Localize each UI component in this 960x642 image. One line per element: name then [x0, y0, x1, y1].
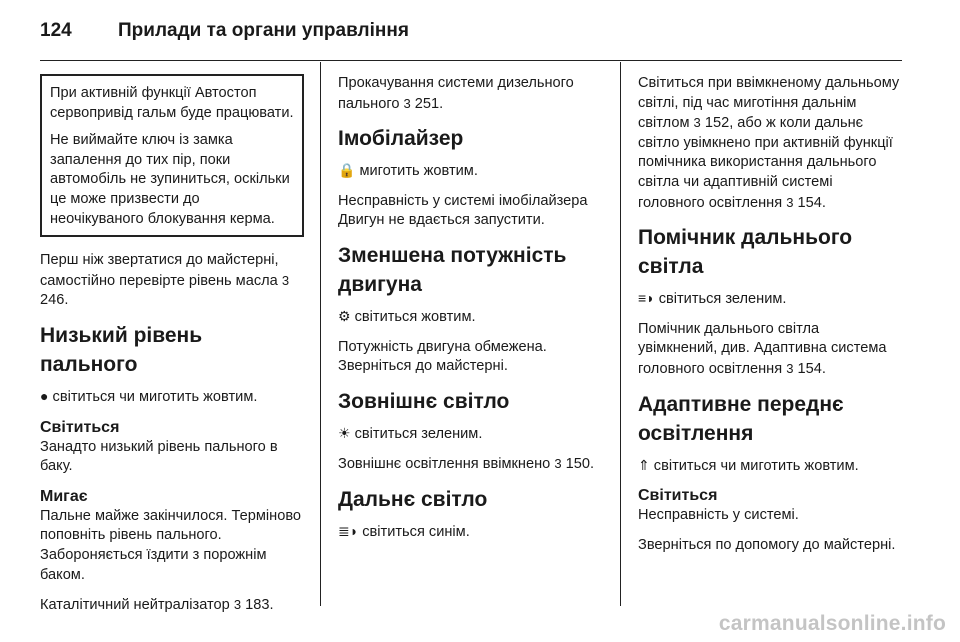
section-heading: Помічник дальнього світла [638, 226, 853, 279]
indicator-line: ⇑ світиться чи миготить жовтим. [638, 456, 859, 474]
exterior-light-icon: ☀ [338, 424, 351, 441]
paragraph: Несправність у системі імобілайзера Двигун не вдається запустити. [338, 192, 588, 229]
section-heading: Адаптивне переднє освітлення [638, 392, 844, 445]
section-heading: Зовнішнє світло [338, 389, 510, 413]
column-1 [40, 74, 304, 626]
paragraph: Каталітичний нейтралізатор 3 183. [40, 597, 274, 614]
page-number: 124 [40, 20, 72, 41]
warning-box [40, 74, 304, 237]
column-3 [638, 74, 902, 565]
high-beam-assist-icon: ≡◗ [638, 290, 655, 307]
page-ref-link[interactable]: 150. [565, 456, 595, 473]
page-ref-icon: 3 [786, 360, 794, 376]
subheading: Мигає [40, 487, 88, 505]
page-ref-icon: 3 [281, 272, 290, 288]
paragraph: Світиться при ввімкненому дальньому світлі, під час миготіння дальнім світлом 3 152, або ж коли дальнє світло увімкнено при активній функції помічника використання дальнього світла чи адаптивній системі головного освітлення 3 154. [638, 75, 900, 211]
indicator-line: ≡◗ світиться зеленим. [638, 290, 787, 308]
paragraph: Прокачування системи дизельного пального 3 251. [338, 75, 574, 112]
paragraph: Пальне майже закінчилося. Терміново поповніть рівень пального. Забороняється їздити з порожнім баком. [40, 507, 302, 583]
paragraph: Зовнішнє освітлення ввімкнено 3 150. [338, 456, 595, 473]
high-beam-icon: ≣◗ [338, 522, 359, 539]
page-ref-icon: 3 [786, 194, 794, 210]
page-ref-link[interactable]: 154. [797, 194, 826, 211]
fuel-indicator-icon: ● [40, 387, 49, 404]
adaptive-light-icon: ⇑ [638, 456, 650, 473]
page-title: Прилади та органи управління [118, 20, 409, 41]
column-divider [320, 62, 321, 606]
section-heading: Імобілайзер [338, 127, 464, 151]
column-2 [338, 74, 608, 553]
paragraph: Перш ніж звертатися до майстерні, самостійно перевірте рівень масла 3 246. [40, 252, 290, 309]
section-heading: Зменшена потужність двигуна [338, 243, 567, 296]
subheading: Світиться [40, 418, 120, 436]
watermark: carmanualsonline.info [718, 612, 946, 635]
section-heading: Дальнє світло [338, 487, 488, 511]
page-ref-icon: 3 [233, 597, 242, 613]
page-ref-link[interactable]: 251. [414, 95, 444, 112]
warning-text: Не виймайте ключ із замка запалення до тих пір, поки автомобіль не зупиниться, оскільки це може призвести до неочікуваного блокування керма. [50, 132, 290, 227]
paragraph: Помічник дальнього світла увімкнений, див. Адаптивна система головного освітлення 3 154. [638, 320, 887, 377]
paragraph: Несправність у системі. [638, 507, 799, 524]
paragraph: Занадто низький рівень пального в баку. [40, 438, 278, 475]
indicator-line: ☀ світиться зеленим. [338, 424, 483, 442]
engine-power-icon: ⚙ [338, 307, 351, 324]
page-ref-link[interactable]: 154. [797, 360, 826, 377]
header-rule [40, 60, 902, 61]
page-header [40, 14, 900, 50]
page-ref-icon: 3 [693, 115, 701, 131]
page-ref-icon: 3 [403, 95, 411, 111]
immobilizer-icon: 🔒 [338, 162, 356, 179]
page-ref-link[interactable]: 246. [40, 292, 69, 309]
subheading: Світиться [638, 487, 718, 505]
paragraph: Потужність двигуна обмежена. Зверніться до майстерні. [338, 338, 547, 375]
page-ref-icon: 3 [554, 456, 562, 472]
page-ref-link[interactable]: 183. [245, 597, 274, 614]
indicator-line: 🔒 миготить жовтим. [338, 162, 478, 180]
warning-text: При активній функції Автостоп сервопривід гальм буде працювати. [50, 85, 294, 121]
indicator-line: ≣◗ світиться синім. [338, 522, 470, 540]
paragraph: Зверніться по допомогу до майстерні. [638, 536, 896, 553]
column-divider [620, 62, 621, 606]
indicator-line: ● світиться чи миготить жовтим. [40, 387, 258, 405]
indicator-line: ⚙ світиться жовтим. [338, 307, 476, 325]
section-heading: Низький рівень пального [40, 323, 203, 376]
